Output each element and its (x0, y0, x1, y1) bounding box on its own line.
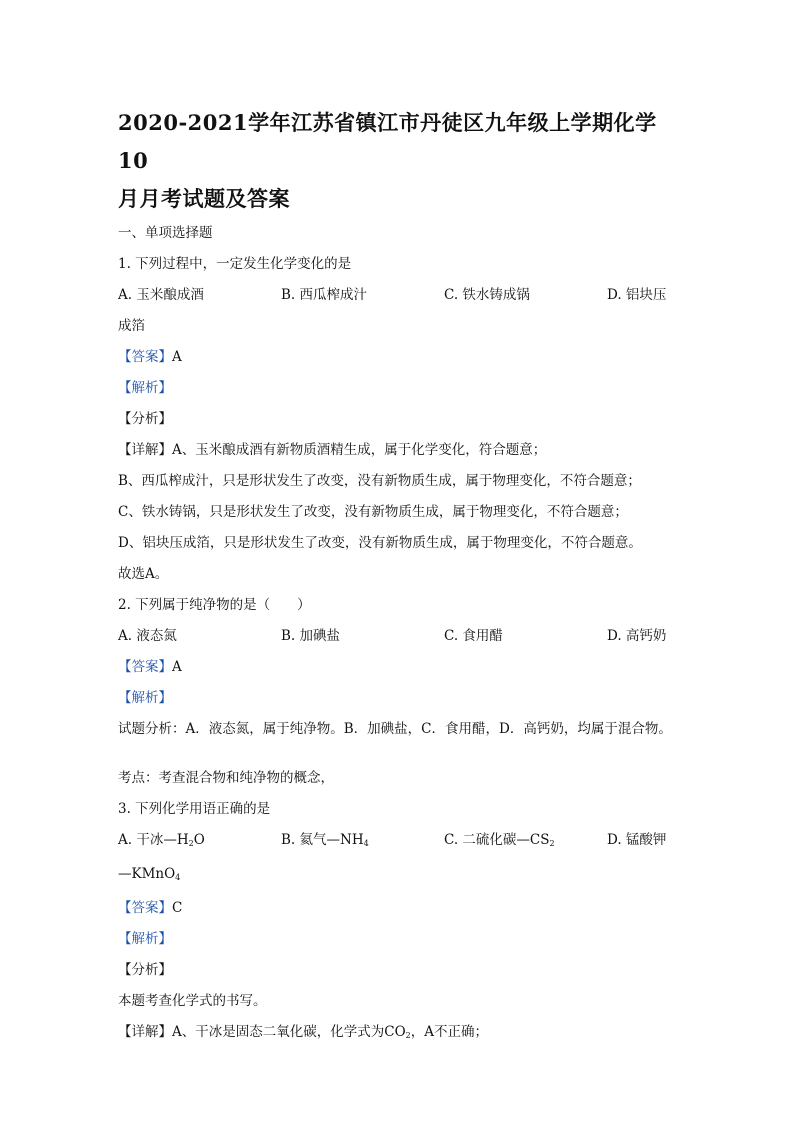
q3-option-c (444, 825, 607, 859)
detail-tag: 【详解】 (118, 1024, 172, 1040)
q3-detail-a (118, 1017, 688, 1051)
q1-answer (118, 342, 688, 373)
q2-option-d: D. 高钙奶 (607, 628, 667, 644)
document-title (118, 104, 688, 218)
q3-option-d: D. 锰酸钾 (607, 832, 667, 848)
answer-tag: 【答案】 (118, 659, 172, 675)
q3-option-b (281, 825, 444, 859)
q1-option-d-continued: 成箔 (118, 318, 145, 334)
detail-text: ，A不正确； (410, 1024, 488, 1040)
q1-detail-b: B、西瓜榨成汁，只是形状发生了改变，没有新物质生成，属于物理变化，不符合题意； (118, 473, 641, 489)
q2-answer (118, 652, 688, 683)
answer-tag: 【答案】 (118, 349, 172, 365)
detail-tag: 【详解】 (118, 442, 172, 458)
q2-stem: 2. 下列属于纯净物的是（ ） (118, 597, 311, 613)
q2-jiexi-tag: 【解析】 (118, 690, 172, 706)
q1-conclusion: 故选A。 (118, 566, 169, 582)
subscript: 2 (549, 839, 555, 848)
q3-options (118, 825, 688, 859)
q3-jiexi-tag: 【解析】 (118, 931, 172, 947)
q2-option-b: B. 加碘盐 (281, 628, 341, 644)
q1-option-d: D. 铝块压 (607, 287, 667, 303)
option-text: B. 氦气—NH (281, 832, 364, 848)
subscript: 2 (188, 839, 194, 848)
answer-tag: 【答案】 (118, 900, 172, 916)
subscript: 4 (175, 873, 181, 882)
q1-options (118, 280, 688, 311)
section-heading: 一、单项选择题 (118, 225, 213, 241)
q2-options (118, 621, 688, 652)
answer-value: A (172, 659, 182, 675)
q2-kaodian: 考点：考查混合物和纯净物的概念， (118, 770, 334, 786)
q3-option-d-continued (118, 859, 688, 893)
q3-fenxi-tag: 【分析】 (118, 962, 172, 978)
subscript: 2 (405, 1031, 411, 1040)
title-line-1: 2020-2021学年江苏省镇江市丹徒区九年级上学期化学 10 (118, 110, 657, 173)
detail-text: A、玉米酿成酒有新物质酒精生成，属于化学变化，符合题意； (172, 442, 547, 458)
blank-line (118, 745, 688, 763)
q3-option-a (118, 825, 281, 859)
q3-fenxi-text: 本题考查化学式的书写。 (118, 993, 267, 1009)
q1-fenxi-tag: 【分析】 (118, 411, 172, 427)
q1-option-c: C. 铁水铸成锅 (444, 287, 530, 303)
q1-stem: 1. 下列过程中，一定发生化学变化的是 (118, 256, 352, 272)
title-line-2: 月月考试题及答案 (118, 186, 290, 211)
q1-jiexi-tag: 【解析】 (118, 380, 172, 396)
q1-detail-c: C、铁水铸锅，只是形状发生了改变，没有新物质生成，属于物理变化，不符合题意； (118, 504, 628, 520)
q2-analysis: 试题分析：A．液态氮，属于纯净物。B．加碘盐，C．食用醋，D．高钙奶，均属于混合物。 (118, 721, 672, 737)
answer-value: C (172, 900, 183, 916)
answer-value: A (172, 349, 182, 365)
option-text: C. 二硫化碳—CS (444, 832, 550, 848)
q1-option-a: A. 玉米酿成酒 (118, 287, 204, 303)
option-text: —KMnO (118, 866, 176, 882)
detail-text: A、干冰是固态二氧化碳，化学式为CO (172, 1024, 406, 1040)
document-page (118, 104, 688, 1051)
q2-option-a: A. 液态氮 (118, 628, 177, 644)
q3-answer (118, 893, 688, 924)
q1-option-b: B. 西瓜榨成汁 (281, 287, 368, 303)
q1-detail-a (118, 435, 688, 466)
q2-option-c: C. 食用醋 (444, 628, 503, 644)
subscript: 4 (363, 839, 369, 848)
q3-stem: 3. 下列化学用语正确的是 (118, 801, 271, 817)
option-text: O (193, 832, 205, 848)
option-text: A. 干冰—H (118, 832, 189, 848)
q1-detail-d: D、铝块压成箔，只是形状发生了改变，没有新物质生成，属于物理变化，不符合题意。 (118, 535, 642, 551)
